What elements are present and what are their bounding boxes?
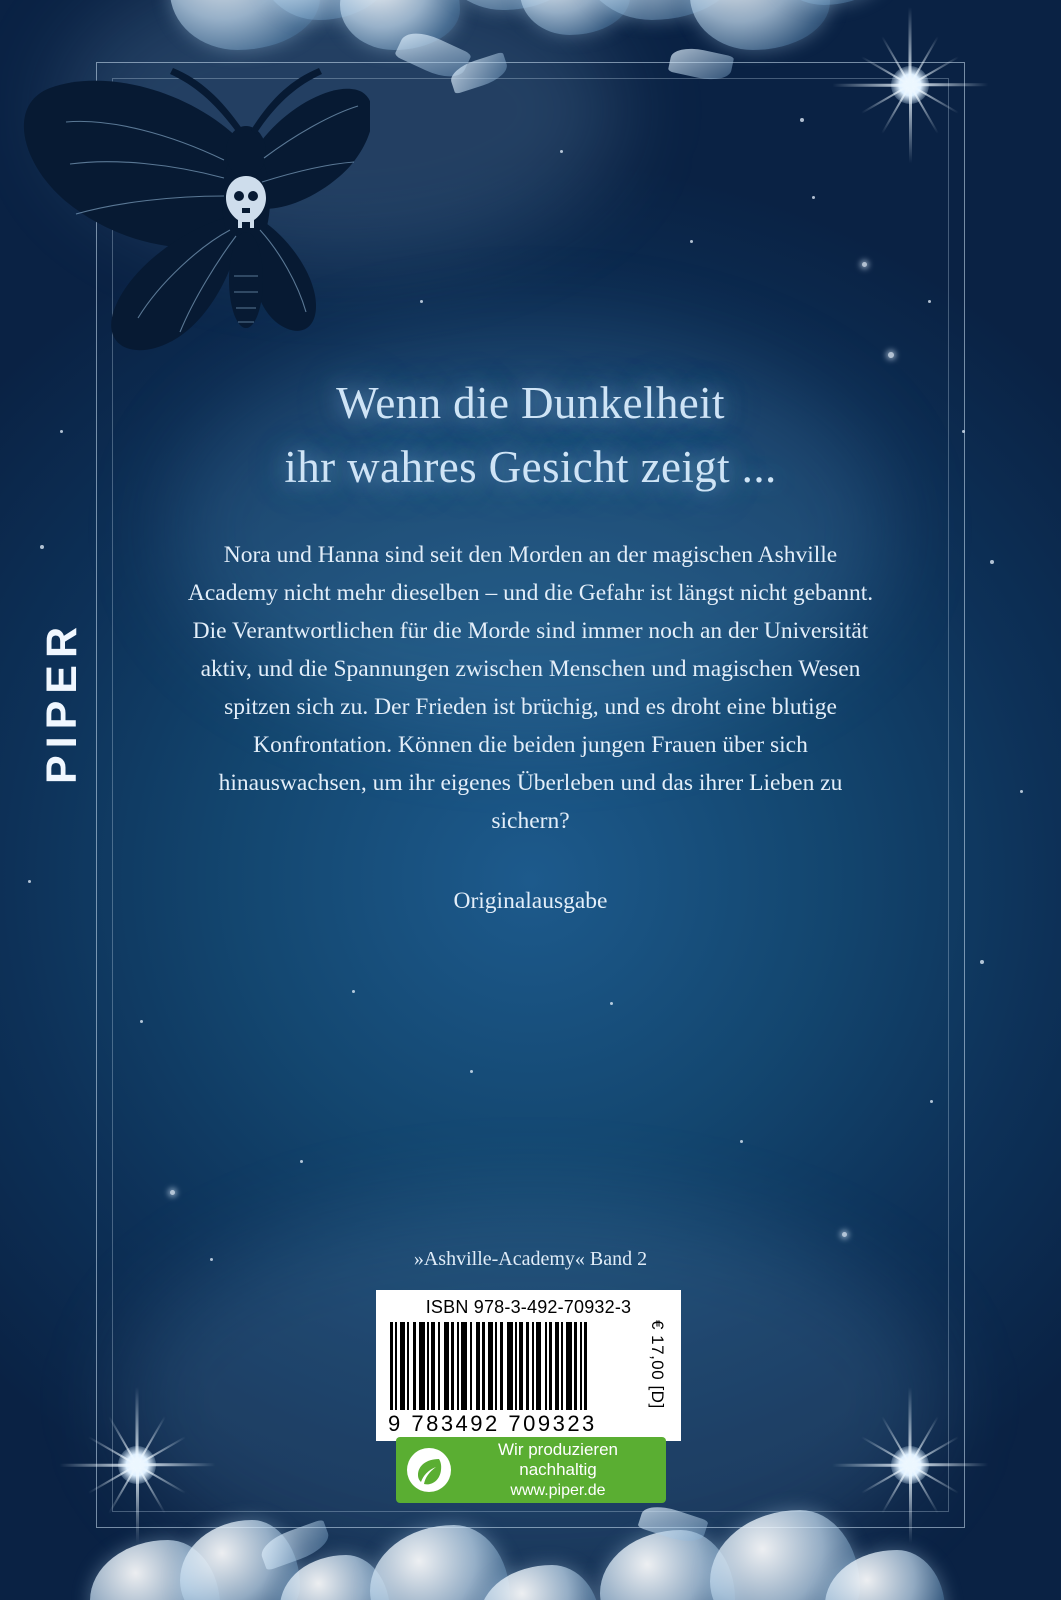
leaf-icon [406,1447,452,1493]
barcode-bars [390,1322,618,1410]
sustainability-badge [396,1437,666,1503]
eco-url: www.piper.de [510,1481,606,1499]
eco-line-1: Wir produzieren [498,1439,618,1459]
ean-digits: 9 783492 709323 [388,1411,597,1436]
headline-line-1: Wenn die Dunkelheit [336,378,725,428]
series-label: »Ashville-Academy« Band 2 [413,1248,648,1270]
headline-line-2: ihr wahres Gesicht zeigt ... [284,441,777,492]
edition-label: Originalausgabe [453,888,608,914]
barcode-block [376,1290,681,1441]
sustainability-text [460,1440,656,1501]
price-label: € 17,00 [D] [648,1320,667,1409]
blurb-text: Nora und Hanna sind seit den Morden an der magischen Ashville Academy nicht mehr dieselben – und die Gefahr ist längst nicht gebannt. Die Verantwortlichen für die Morde sind immer noch an der Universität aktiv, und die Spannungen zwischen Menschen und magischen Wesen spitzen sich zu. Der Frieden ist brüchig, und es droht eine blutige Konfrontation. Können die beiden jungen Frauen über sich hinauswachsen, um ihr eigenes Überleben und das ihrer Lieben zu sichern? [187,542,874,835]
barcode-bars-wrapper [384,1322,673,1410]
publisher-name: PIPER [38,620,86,785]
death-head-moth-illustration [10,30,370,370]
eco-line-2: nachhaltig [519,1460,597,1480]
cover-headline [150,372,911,500]
isbn-label: ISBN 978-3-492-70932-3 [425,1297,632,1317]
